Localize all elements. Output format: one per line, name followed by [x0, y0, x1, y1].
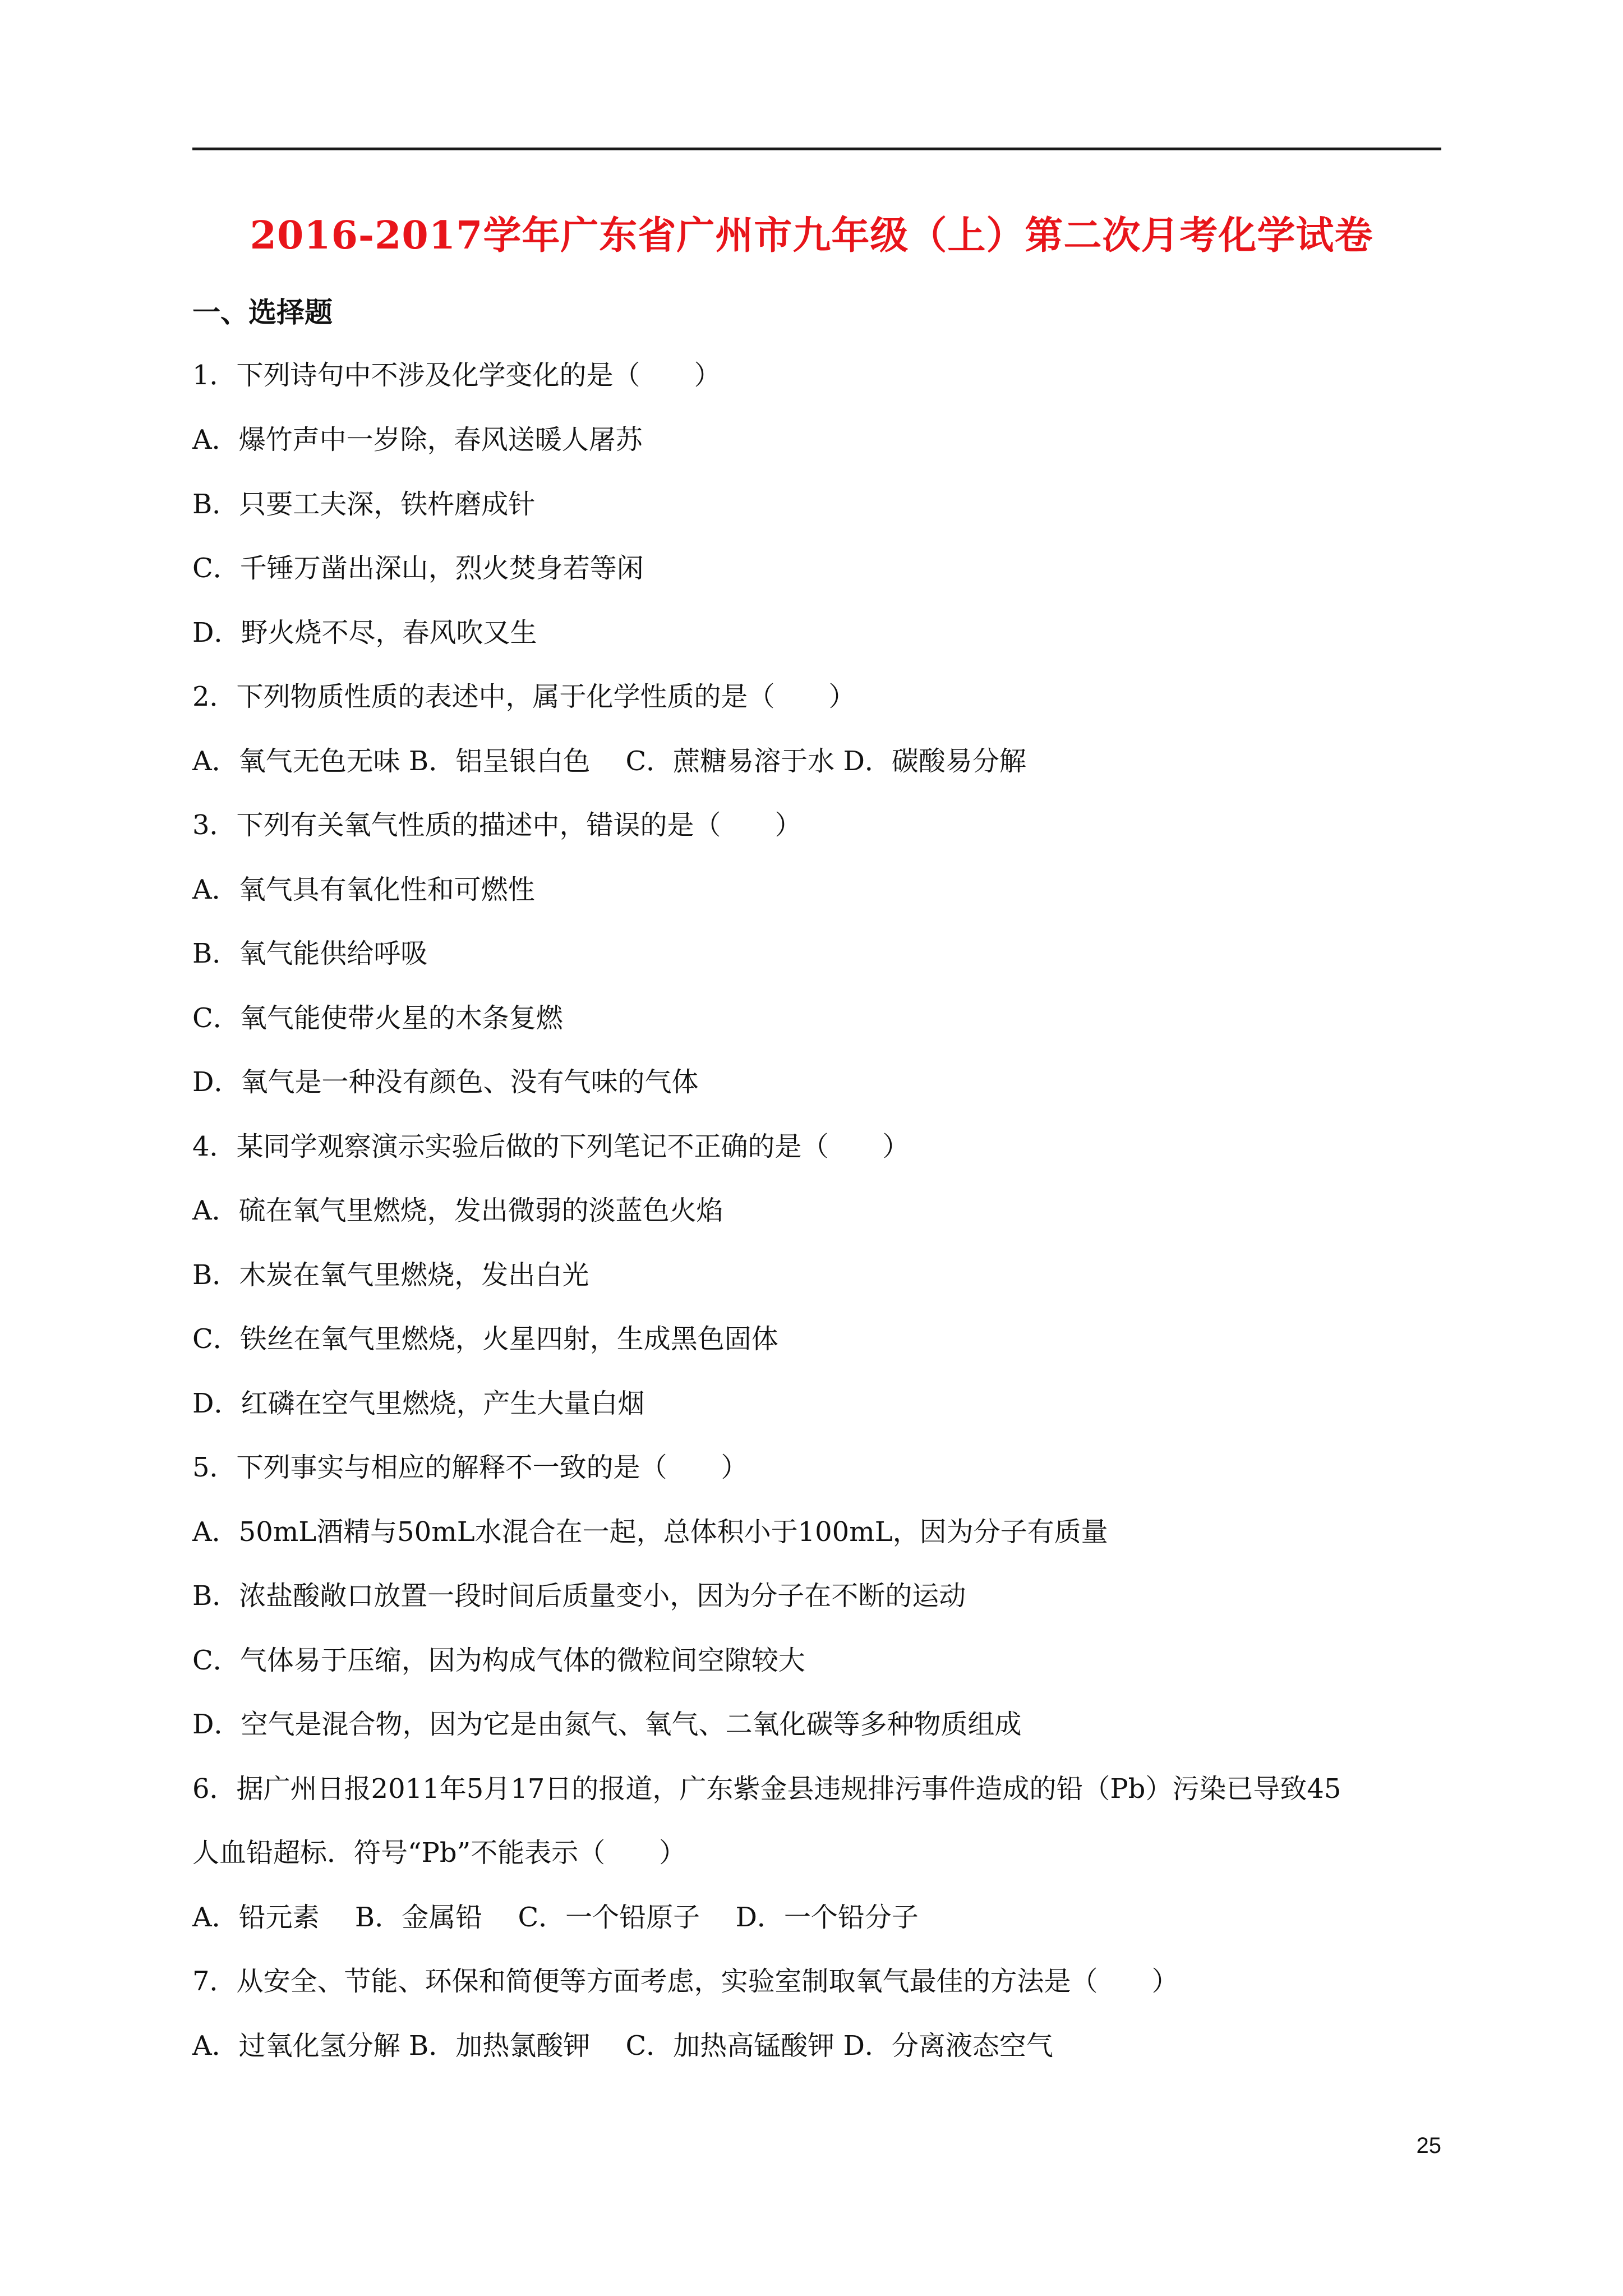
question-1-option-b: B．只要工夫深，铁杵磨成针 — [192, 489, 536, 520]
question-5-option-b: B．浓盐酸敞口放置一段时间后质量变小，因为分子在不断的运动 — [192, 1580, 966, 1612]
question-5-option-a: A．50mL酒精与50mL水混合在一起，总体积小于100mL，因为分子有质量 — [192, 1516, 1108, 1548]
question-3-option-b: B．氧气能供给呼吸 — [192, 938, 428, 969]
question-2-stem: 2．下列物质性质的表述中，属于化学性质的是（ ） — [192, 681, 856, 712]
page-number: 25 — [1416, 2133, 1441, 2158]
question-3-option-a: A．氧气具有氧化性和可燃性 — [192, 874, 535, 905]
question-1-stem: 1．下列诗句中不涉及化学变化的是（ ） — [192, 360, 721, 391]
question-6-options: A．铅元素 B．金属铅 C．一个铅原子 D．一个铅分子 — [192, 1902, 919, 1933]
question-4-option-d: D．红磷在空气里燃烧，产生大量白烟 — [192, 1388, 645, 1419]
question-6-stem-continued: 人血铅超标．符号“Pb”不能表示（ ） — [192, 1837, 686, 1869]
question-3-stem: 3．下列有关氧气性质的描述中，错误的是（ ） — [192, 809, 802, 841]
question-1-option-c: C．千锤万凿出深山，烈火焚身若等闲 — [192, 553, 644, 584]
question-7-stem: 7．从安全、节能、环保和简便等方面考虑，实验室制取氧气最佳的方法是（ ） — [192, 1966, 1179, 1997]
question-3-option-c: C．氧气能使带火星的木条复燃 — [192, 1002, 563, 1034]
question-3-option-d: D．氧气是一种没有颜色、没有气味的气体 — [192, 1066, 699, 1098]
question-2-options: A．氧气无色无味 B．铝呈银白色 C．蔗糖易溶于水 D．碳酸易分解 — [192, 746, 1026, 777]
question-1-option-a: A．爆竹声中一岁除，春风送暖人屠苏 — [192, 424, 643, 455]
question-5-option-c: C．气体易于压缩，因为构成气体的微粒间空隙较大 — [192, 1645, 805, 1676]
question-4-stem: 4．某同学观察演示实验后做的下列笔记不正确的是（ ） — [192, 1131, 910, 1162]
question-4-option-a: A．硫在氧气里燃烧，发出微弱的淡蓝色火焰 — [192, 1195, 723, 1226]
section-heading: 一、选择题 — [192, 296, 333, 329]
question-4-option-c: C．铁丝在氧气里燃烧，火星四射，生成黑色固体 — [192, 1323, 778, 1355]
question-7-options: A．过氧化氢分解 B．加热氯酸钾 C．加热高锰酸钾 D．分离液态空气 — [192, 2030, 1053, 2062]
question-4-option-b: B．木炭在氧气里燃烧，发出白光 — [192, 1259, 589, 1291]
question-5-stem: 5．下列事实与相应的解释不一致的是（ ） — [192, 1452, 748, 1483]
question-5-option-d: D．空气是混合物，因为它是由氮气、氧气、二氧化碳等多种物质组成 — [192, 1709, 1022, 1740]
question-1-option-d: D．野火烧不尽，春风吹又生 — [192, 617, 537, 648]
header-rule — [192, 148, 1441, 150]
exam-title: 2016-2017学年广东省广州市九年级（上）第二次月考化学试卷 — [250, 213, 1373, 258]
question-6-stem: 6．据广州日报2011年5月17日的报道，广东紫金县违规排污事件造成的铅（Pb）污染已导致45 — [192, 1773, 1341, 1805]
